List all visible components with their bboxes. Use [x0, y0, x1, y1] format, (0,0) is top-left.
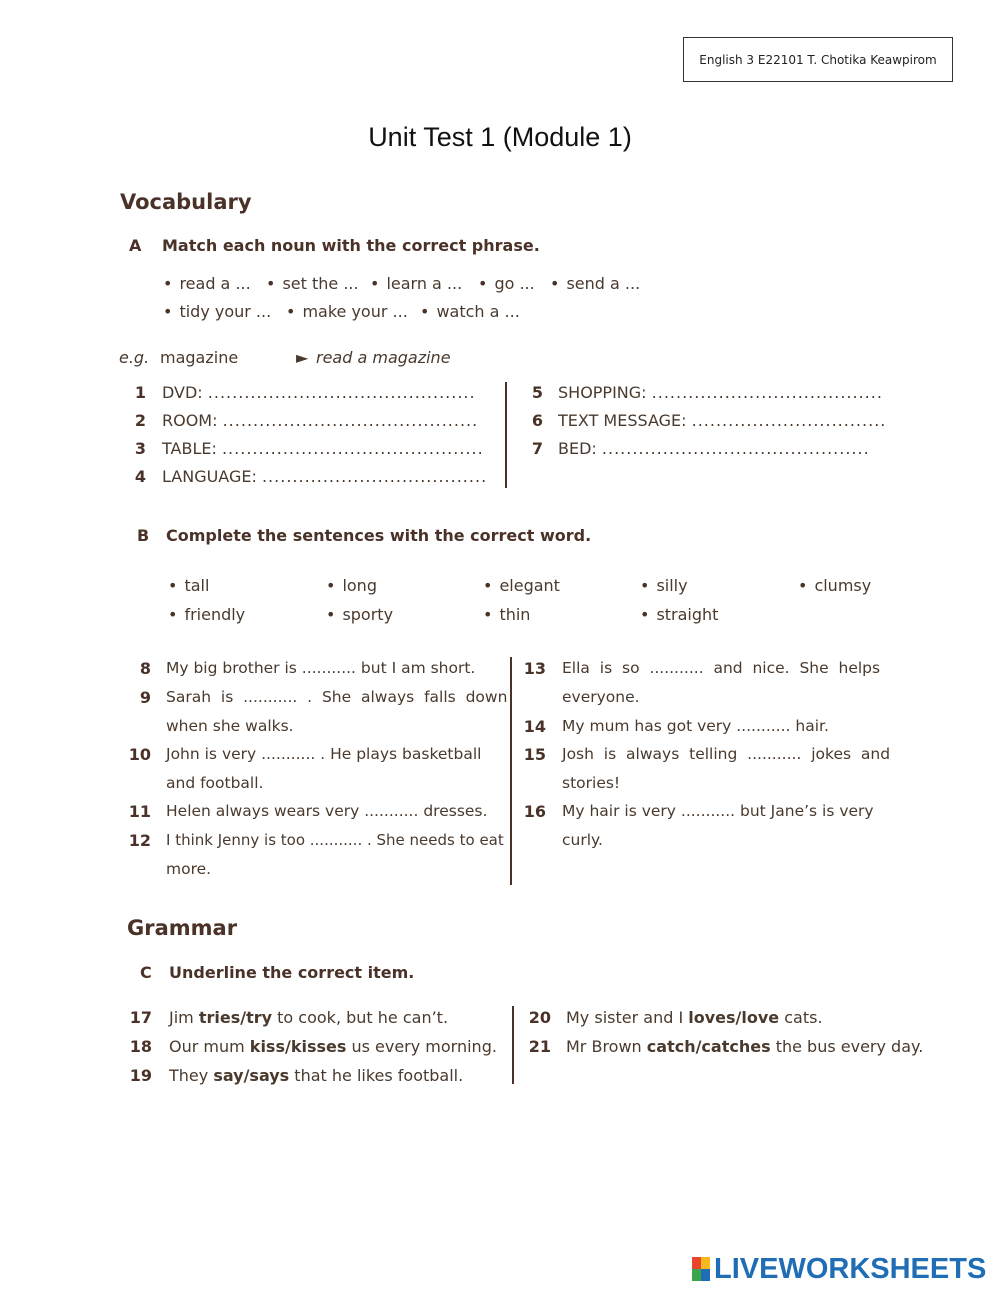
- item-19-choice[interactable]: say/says: [213, 1066, 290, 1085]
- phrase-read: • read a ...: [163, 274, 251, 293]
- item-16-text-cont: curly.: [562, 831, 603, 849]
- item-18-num: 18: [129, 1037, 152, 1056]
- item-13-text: Ella is so ........... and nice. She helps: [562, 659, 881, 677]
- header-info-box: [683, 37, 953, 82]
- item-14-text: My mum has got very ........... hair.: [562, 717, 829, 735]
- item-20-choice[interactable]: loves/love: [688, 1008, 780, 1027]
- item-15-num: 15: [523, 745, 546, 764]
- example-answer: read a magazine: [316, 348, 451, 367]
- item-18-choice[interactable]: kiss/kisses: [249, 1037, 347, 1056]
- item-11-num: 11: [128, 802, 151, 821]
- item-7-num: 7: [531, 439, 543, 458]
- page-title: Unit Test 1 (Module 1): [368, 122, 632, 152]
- word-thin: • thin: [483, 605, 530, 624]
- item-8-num: 8: [139, 659, 151, 678]
- task-a-instruction: Match each noun with the correct phrase.: [162, 236, 540, 255]
- word-straight: • straight: [640, 605, 718, 624]
- item-7-text: BED: ............................................: [558, 439, 870, 458]
- phrase-tidy: • tidy your ...: [163, 302, 271, 321]
- task-a-letter: A: [129, 236, 142, 255]
- item-1-text: DVD: ............................................: [162, 383, 476, 402]
- word-silly: • silly: [640, 576, 688, 595]
- item-16-num: 16: [523, 802, 546, 821]
- item-21-text: Mr Brown catch/catches the bus every day.: [566, 1037, 924, 1056]
- item-19-text: They say/says that he likes football.: [169, 1066, 464, 1085]
- item-19-num: 19: [129, 1066, 152, 1085]
- vocabulary-heading: Vocabulary: [120, 190, 252, 214]
- item-4-answer-blank[interactable]: .....................................: [261, 467, 488, 486]
- item-5-answer-blank[interactable]: ......................................: [651, 383, 883, 402]
- divider-c: [512, 1006, 514, 1084]
- item-12-num: 12: [128, 831, 151, 850]
- item-13-num: 13: [523, 659, 546, 678]
- item-17-text: Jim tries/try to cook, but he can’t.: [169, 1008, 449, 1027]
- item-12-text-cont: more.: [166, 860, 212, 878]
- word-clumsy: • clumsy: [798, 576, 871, 595]
- example-label: e.g.: [119, 348, 150, 367]
- phrase-learn: • learn a ...: [370, 274, 462, 293]
- item-3-text: TABLE: ...........................................: [162, 439, 484, 458]
- phrase-go: • go ...: [478, 274, 535, 293]
- item-10-text-cont: and football.: [166, 774, 264, 792]
- item-1-num: 1: [134, 383, 146, 402]
- header-info-text: English 3 E22101 T. Chotika Keawpirom: [699, 52, 937, 67]
- example-arrow-icon: ►: [296, 348, 309, 367]
- phrase-set: • set the ...: [266, 274, 359, 293]
- example-noun: magazine: [160, 348, 239, 367]
- item-10-text: John is very ........... . He plays basketball: [166, 745, 482, 763]
- divider-b: [510, 657, 512, 885]
- item-15-text-cont: stories!: [562, 774, 621, 792]
- item-5-text: SHOPPING: ......................................: [558, 383, 883, 402]
- item-9-text-cont: when she walks.: [166, 717, 294, 735]
- phrase-send: • send a ...: [550, 274, 640, 293]
- item-9-num: 9: [139, 688, 151, 707]
- item-2-text: ROOM: ..........................................: [162, 411, 479, 430]
- word-tall: • tall: [168, 576, 209, 595]
- phrase-make: • make your ...: [286, 302, 408, 321]
- word-sporty: • sporty: [326, 605, 393, 624]
- item-18-text: Our mum kiss/kisses us every morning.: [169, 1037, 497, 1056]
- item-21-choice[interactable]: catch/catches: [646, 1037, 771, 1056]
- item-4-text: LANGUAGE: .....................................: [162, 467, 488, 486]
- item-3-num: 3: [134, 439, 146, 458]
- item-8-text: My big brother is ........... but I am short.: [166, 659, 476, 677]
- word-friendly: • friendly: [168, 605, 245, 624]
- item-20-num: 20: [528, 1008, 551, 1027]
- grammar-heading: Grammar: [127, 916, 238, 940]
- word-long: • long: [326, 576, 377, 595]
- task-c-letter: C: [140, 963, 152, 982]
- item-20-text: My sister and I loves/love cats.: [566, 1008, 823, 1027]
- item-1-answer-blank[interactable]: ............................................: [207, 383, 476, 402]
- item-10-num: 10: [128, 745, 151, 764]
- item-21-num: 21: [528, 1037, 551, 1056]
- item-12-text: I think Jenny is too ........... . She needs to eat: [166, 831, 504, 849]
- item-15-text: Josh is always telling ........... jokes and: [562, 745, 891, 763]
- item-4-num: 4: [134, 467, 146, 486]
- item-14-num: 14: [523, 717, 546, 736]
- item-6-answer-blank[interactable]: ................................: [691, 411, 887, 430]
- item-7-answer-blank[interactable]: ............................................: [601, 439, 870, 458]
- item-17-choice[interactable]: tries/try: [198, 1008, 273, 1027]
- item-3-answer-blank[interactable]: ...........................................: [221, 439, 484, 458]
- item-9-text: Sarah is ........... . She always falls down: [166, 688, 508, 706]
- liveworksheets-logo-text: LIVEWORKSHEETS: [714, 1252, 987, 1285]
- item-13-text-cont: everyone.: [562, 688, 640, 706]
- item-2-num: 2: [134, 411, 146, 430]
- word-elegant: • elegant: [483, 576, 560, 595]
- item-2-answer-blank[interactable]: ..........................................: [222, 411, 479, 430]
- liveworksheets-logo-icon: [692, 1257, 710, 1281]
- item-16-text: My hair is very ........... but Jane’s is very: [562, 802, 874, 820]
- item-6-num: 6: [531, 411, 543, 430]
- liveworksheets-logo[interactable]: [692, 1254, 986, 1284]
- item-17-num: 17: [129, 1008, 152, 1027]
- task-b-letter: B: [137, 526, 150, 545]
- phrase-watch: • watch a ...: [420, 302, 520, 321]
- divider-a: [505, 382, 507, 488]
- item-5-num: 5: [531, 383, 543, 402]
- item-11-text: Helen always wears very ........... dresses.: [166, 802, 488, 820]
- item-6-text: TEXT MESSAGE: ................................: [558, 411, 887, 430]
- task-b-instruction: Complete the sentences with the correct word.: [166, 526, 592, 545]
- task-c-instruction: Underline the correct item.: [169, 963, 415, 982]
